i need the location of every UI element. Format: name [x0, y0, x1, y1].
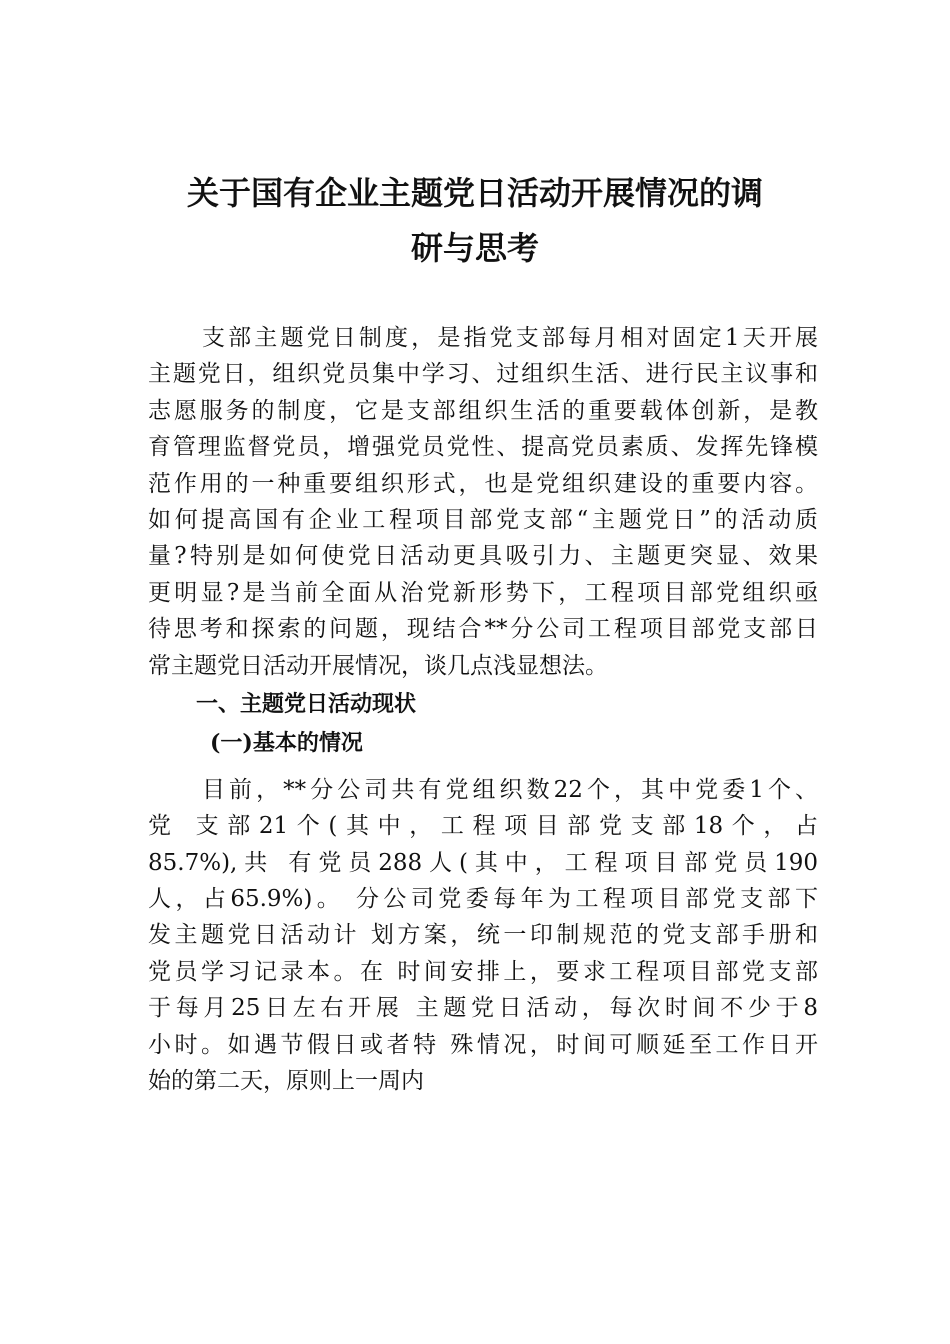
- intro-line-5: 范作用的一种重要组织形式，也是党组织建设的重要内容。: [148, 470, 818, 497]
- document-body: [148, 320, 818, 1099]
- title-line-2: 研与思考: [410, 229, 539, 267]
- section-line-1: 目前，**分公司共有党组织数22个，其中党委1个、: [202, 776, 818, 803]
- section-line-6: 党员学习记录本。在 时间安排上，要求工程项目部党支部: [148, 958, 818, 985]
- intro-line-4: 育管理监督党员，增强党员党性、提高党员素质、发挥先锋模: [148, 434, 818, 461]
- intro-line-8: 更明显?是当前全面从治党新形势下，工程项目部党组织亟: [148, 579, 818, 606]
- intro-line-2: 主题党日，组织党员集中学习、过组织生活、进行民主议事和: [148, 361, 818, 388]
- document-title: [120, 166, 830, 276]
- intro-line-9: 待思考和探索的问题，现结合**分公司工程项目部党支部日: [148, 616, 818, 643]
- section-line-9: 始的第二天，原则上一周内: [148, 1068, 424, 1095]
- intro-line-7: 量?特别是如何使党日活动更具吸引力、主题更突显、效果: [148, 543, 818, 570]
- intro-line-1: 支部主题党日制度，是指党支部每月相对固定1天开展: [202, 325, 818, 351]
- section-line-5: 发主题党日活动计 划方案，统一印制规范的党支部手册和: [148, 922, 818, 949]
- intro-paragraph: [148, 320, 818, 684]
- intro-line-10: 常主题党日活动开展情况，谈几点浅显想法。: [148, 652, 608, 679]
- section-line-2: 党 支部21个(其中，工程项目部党支部18个，占: [148, 813, 818, 840]
- subsection-heading: (一)基本的情况: [210, 729, 363, 756]
- section-line-7: 于每月25日左右开展 主题党日活动，每次时间不少于8: [148, 995, 818, 1022]
- section-line-4: 人，占65.9%)。 分公司党委每年为工程项目部党支部下: [148, 886, 818, 913]
- section-line-3: 85.7%),共 有党员288人(其中，工程项目部党员190: [148, 849, 818, 876]
- section-heading: 一、主题党日活动现状: [196, 691, 417, 717]
- intro-line-3: 志愿服务的制度，它是支部组织生活的重要载体创新，是教: [148, 397, 818, 424]
- section-paragraph: [148, 772, 818, 1100]
- title-line-1: 关于国有企业主题党日活动开展情况的调: [186, 174, 763, 212]
- intro-line-6: 如何提高国有企业工程项目部党支部“主题党日”的活动质: [148, 506, 818, 533]
- section-line-8: 小时。如遇节假日或者特 殊情况，时间可顺延至工作日开: [148, 1031, 818, 1058]
